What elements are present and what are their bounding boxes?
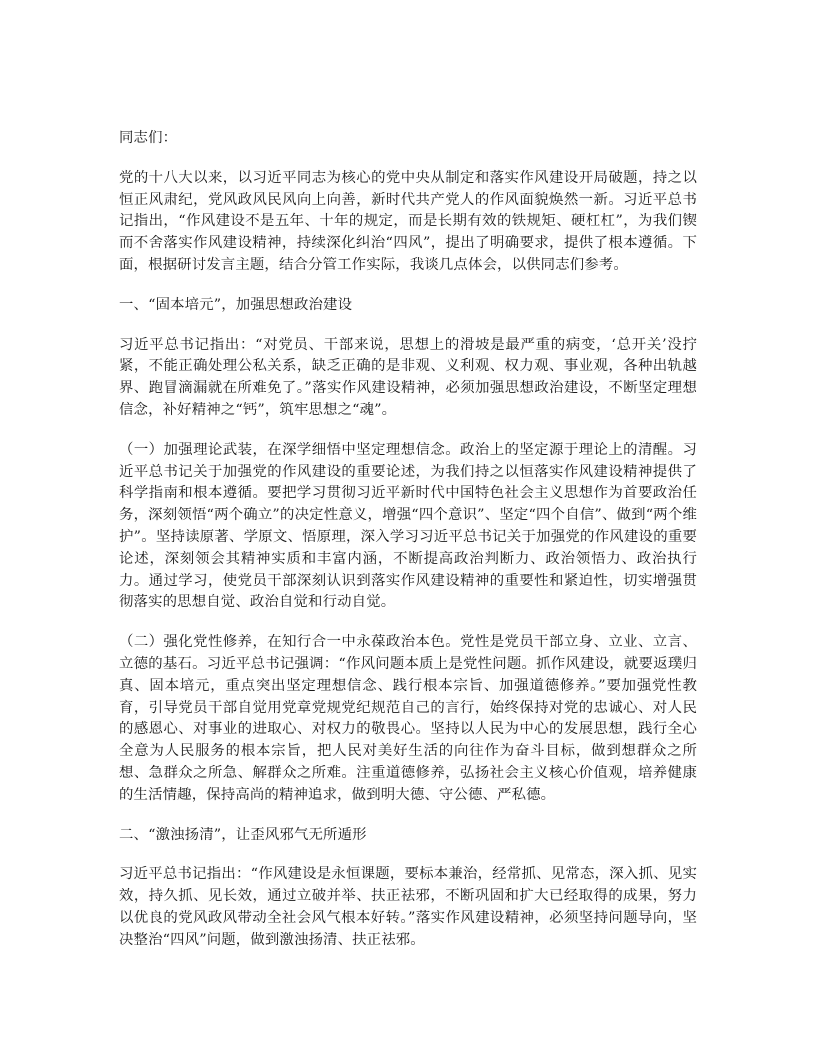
subsection-paragraph-2: （二）强化党性修养，在知行合一中永葆政治本色。党性是党员干部立身、立业、立言、立德的基石。习近平总书记强调：“作风问题本质上是党性问题。抓作风建设，就要返璞归真、固本培元，重点突出坚定理想信念、践行根本宗旨、加强道德修养。”要加强党性教育，引导党员干部自觉用党章党规党纪规范自己的言行，始终保持对党的忠诚心、对人民的感恩心、对事业的进取心、对权力的敬畏心。坚持以人民为中心的发展思想，践行全心全意为人民服务的根本宗旨，把人民对美好生活的向往作为奋斗目标，做到想群众之所想、急群众之所急、解群众之所难。注重道德修养，弘扬社会主义核心价值观，培养健康的生活情趣，保持高尚的精神追求，做到明大德、守公德、严私德。 [119, 634, 697, 803]
body-paragraph: 习近平总书记指出：“作风建设是永恒课题，要标本兼治，经常抓、见常态，深入抓、见实效，持久抓、见长效，通过立破并举、扶正祛邪，不断巩固和扩大已经取得的成果，努力以优良的党风政风带动全社会风气根本好转。”落实作风建设精神，必须坚持问题导向，坚决整治“四风”问题，做到激浊扬清、扶正祛邪。 [119, 866, 697, 948]
document-body [119, 128, 697, 970]
intro-paragraph: 党的十八大以来，以习近平同志为核心的党中央从制定和落实作风建设开局破题，持之以恒正风肃纪，党风政风民风向上向善，新时代共产党人的作风面貌焕然一新。习近平总书记指出，“作风建设不是五年、十年的规定，而是长期有效的铁规矩、硬杠杠”，为我们锲而不舍落实作风建设精神，持续深化纠治“四风”，提出了明确要求，提供了根本遵循。下面，根据研讨发言主题，结合分管工作实际，我谈几点体会，以供同志们参考。 [119, 169, 697, 273]
body-paragraph: 习近平总书记指出：“对党员、干部来说，思想上的滑坡是最严重的病变，‘总开关’没拧紧，不能正确处理公私关系，缺乏正确的是非观、义利观、权力观、事业观，各种出轨越界、跑冒滴漏就在所难免了。”落实作风建设精神，必须加强思想政治建设，不断坚定理想信念，补好精神之“钙”，筑牢思想之“魂”。 [119, 336, 697, 418]
section-heading-2: 二、“激浊扬清”，让歪风邪气无所遁形 [119, 826, 367, 843]
subsection-paragraph-1: （一）加强理论武装，在深学细悟中坚定理想信念。政治上的坚定源于理论上的清醒。习近平总书记关于加强党的作风建设的重要论述，为我们持之以恒落实作风建设精神提供了科学指南和根本遵循。要把学习贯彻习近平新时代中国特色社会主义思想作为首要政治任务，深刻领悟“两个确立”的决定性意义，增强“四个意识”、坚定“四个自信”、做到“两个维护”。坚持读原著、学原文、悟原理，深入学习习近平总书记关于加强党的作风建设的重要论述，深刻领会其精神实质和丰富内涵，不断提高政治判断力、政治领悟力、政治执行力。通过学习，使党员干部深刻认识到落实作风建设精神的重要性和紧迫性，切实增强贯彻落实的思想自觉、政治自觉和行动自觉。 [119, 441, 697, 611]
section-heading-1: 一、“固本培元”，加强思想政治建设 [119, 296, 353, 313]
salutation: 同志们： [119, 130, 178, 146]
